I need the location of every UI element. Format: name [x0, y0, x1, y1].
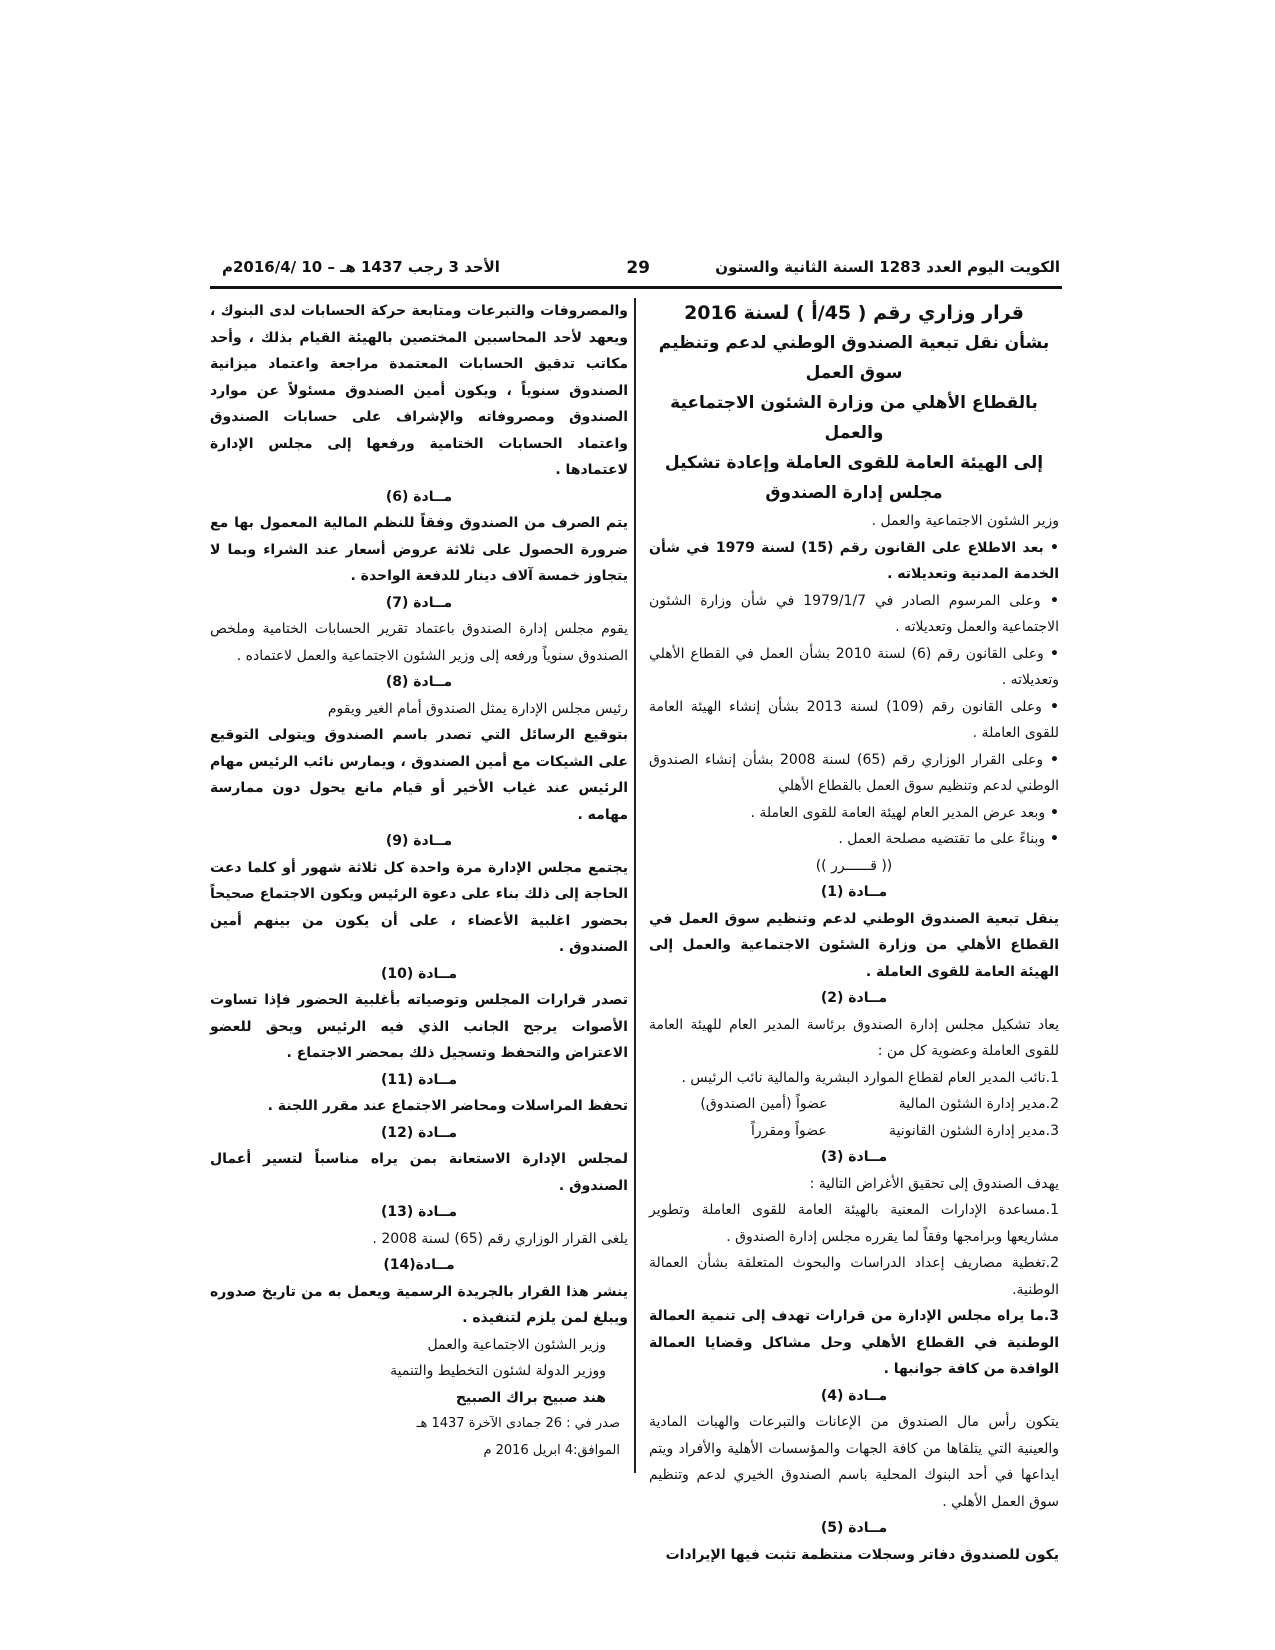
article-heading: مــادة (2) [820, 990, 888, 1006]
article-text: يكون للصندوق دفاتر وسجلات منتظمة تثبت فيها الإيرادات [665, 1546, 1059, 1563]
article-heading: مــادة (5) [820, 1520, 888, 1536]
preamble-item: • بعد الاطلاع على القانون رقم (15) لسنة 1979 في شأن الخدمة المدنية وتعديلاته . [649, 535, 1059, 588]
preamble-item: • وعلى المرسوم الصادر في 1979/1/7 في شأن وزارة الشئون الاجتماعية والعمل وتعديلاته . [649, 588, 1059, 641]
article-heading: مــادة (9) [385, 833, 453, 849]
article-text: ينقل تبعية الصندوق الوطني لدعم وتنظيم سوق العمل في القطاع الأهلي من وزارة الشئون الاجتماعية والعمل إلى الهيئة العامة للقوى العاملة . [649, 910, 1059, 980]
article-text: يقوم مجلس إدارة الصندوق باعتماد تقرير الحسابات الختامية وملخص الصندوق سنوياً ورفعه إلى وزير الشئون الاجتماعية والعمل لاعتماده . [210, 621, 628, 664]
article-text: يتكون رأس مال الصندوق من الإعانات والتبرعات والهبات المادية والعينية التي يتلقاها من كافة الجهات والمؤسسات الأهلية والأفراد ويتم ايداعها في أحد البنوك المحلية باسم الصندوق الخيري لدعم وتنظيم سوق العمل الأهلي . [649, 1414, 1059, 1510]
decree-subtitle-line: إلى الهيئة العامة للقوى العاملة وإعادة تشكيل [664, 453, 1044, 473]
article-continuation: والمصروفات والتبرعات ومتابعة حركة الحسابات لدى البنوك ، ويعهد لأحد المحاسبين المختصين بالهيئة القيام بذلك ، وأحد مكاتب تدقيق الحسابات المعتمدة مراجعة واعتماد ميزانية الصندوق سنوياً ، ويكون أمين الصندوق مسئولاً عن موارد الصندوق ومصروفاته والإشراف على حسابات الصندوق واعتماد الحسابات الختامية ورفعها إلى مجلس الإدارة لاعتمادها . [210, 303, 628, 478]
list-item: 3.مدير إدارة الشئون القانونية عضواً ومقرراً [750, 1122, 1059, 1139]
article-text: يجتمع مجلس الإدارة مرة واحدة كل ثلاثة شهور أو كلما دعت الحاجة إلى ذلك بناء على دعوة الرئيس ويكون الاجتماع صحيحاً بحضور اغلبية الأعضاء ، على أن يكون من بينهم أمين الصندوق . [210, 859, 628, 955]
right-column [649, 298, 1059, 1568]
list-item: 1.نائب المدير العام لقطاع الموارد البشرية والمالية نائب الرئيس . [681, 1069, 1059, 1086]
article-text: تحفظ المراسلات ومحاضر الاجتماع عند مقرر اللجنة . [267, 1098, 628, 1114]
header-date: الأحد 3 رجب 1437 هـ – 10 /2016/4م [222, 258, 500, 276]
signature-title: وزير الشئون الاجتماعية والعمل [427, 1336, 606, 1353]
decree-subtitle-line: بشأن نقل تبعية الصندوق الوطني لدعم وتنظيم سوق العمل [658, 333, 1050, 383]
article-text: رئيس مجلس الإدارة يمثل الصندوق أمام الغير ويقوم [327, 700, 628, 717]
preamble-item: • وعلى القرار الوزاري رقم (65) لسنة 2008 بشأن إنشاء الصندوق الوطني لدعم وتنظيم سوق العمل بالقطاع الأهلي [649, 747, 1059, 800]
article-heading: مــادة (6) [385, 488, 453, 505]
article-text: ينشر هذا القرار بالجريدة الرسمية ويعمل به من تاريخ صدوره ويبلغ لمن يلزم لتنفيذه . [210, 1283, 628, 1326]
list-item: 2.مدير إدارة الشئون المالية عضواً (أمين الصندوق) [700, 1096, 1059, 1112]
article-heading: مــادة (8) [385, 674, 453, 690]
article-heading: مــادة(14) [383, 1257, 455, 1273]
corresponding-date: الموافق:4 ابريل 2016 م [483, 1442, 620, 1458]
article-text: يلغى القرار الوزاري رقم (65) لسنة 2008 . [372, 1230, 628, 1247]
article-heading: مــادة (7) [385, 594, 453, 611]
gazette-issue-info: الكويت اليوم العدد 1283 السنة الثانية والستون [715, 258, 1060, 276]
decree-title: قرار وزاري رقم ( 45/أ ) لسنة 2016 [684, 302, 1024, 324]
article-text: يعاد تشكيل مجلس إدارة الصندوق برئاسة المدير العام للهيئة العامة للقوى العاملة وعضوية كل من : [649, 1016, 1059, 1059]
preamble-item: • وبناءً على ما تقتضيه مصلحة العمل . [649, 826, 1059, 853]
article-heading: مــادة (4) [820, 1387, 888, 1404]
decree-subtitle-line: بالقطاع الأهلي من وزارة الشئون الاجتماعية والعمل [670, 393, 1038, 443]
page-number: 29 [626, 258, 650, 278]
list-item: 2.تغطية مصاريف إعداد الدراسات والبحوث المتعلقة بشأن العمالة الوطنية. [649, 1255, 1059, 1298]
article-heading: مــادة (12) [380, 1124, 458, 1141]
article-text: تصدر قرارات المجلس وتوصياته بأغلبية الحضور فإذا تساوت الأصوات يرجح الجانب الذي فيه الرئيس ويحق للعضو الاعتراض والتحفظ وتسجيل ذلك بمحضر الاجتماع . [210, 992, 628, 1061]
preamble-item: • وعلى القانون رقم (6) لسنة 2010 بشأن العمل في القطاع الأهلي وتعديلاته . [649, 641, 1059, 694]
decree-subtitle-line: مجلس إدارة الصندوق [765, 483, 943, 503]
preamble-item: • وبعد عرض المدير العام لهيئة العامة للقوى العاملة . [649, 800, 1059, 827]
article-text: بتوقيع الرسائل التي تصدر باسم الصندوق ويتولى التوقيع على الشيكات مع أمين الصندوق ، ويمارس نائب الرئيس مهام الرئيس عند غياب الأخير أو قيام مانع يحول دون ممارسة مهامه . [210, 727, 628, 823]
list-item: 3.ما يراه مجلس الإدارة من قرارات تهدف إلى تنمية العمالة الوطنية في القطاع الأهلي وحل مشاكل وقضايا العمالة الوافدة من كافة جوانبها . [649, 1308, 1059, 1377]
minister-line: وزير الشئون الاجتماعية والعمل . [871, 513, 1059, 529]
list-item: 1.مساعدة الإدارات المعنية بالهيئة العامة للقوى العاملة وتطوير مشاريعها وبرامجها وفقاً لما يقرره مجلس إدارة الصندوق . [649, 1202, 1059, 1245]
decree-heading: (( قــــــرر )) [815, 857, 893, 874]
article-heading: مــادة (3) [820, 1149, 888, 1165]
article-heading: مــادة (10) [380, 965, 458, 982]
page-header [212, 258, 1060, 282]
article-text: يهدف الصندوق إلى تحقيق الأغراض التالية : [809, 1175, 1059, 1192]
article-text: لمجلس الإدارة الاستعانة بمن يراه مناسباً لتسير أعمال الصندوق . [210, 1151, 628, 1194]
article-heading: مــادة (13) [380, 1204, 458, 1220]
preamble-item: • وعلى القانون رقم (109) لسنة 2013 بشأن إنشاء الهيئة العامة للقوى العاملة . [649, 694, 1059, 747]
signature-name: هند صبيح براك الصبيح [455, 1389, 606, 1406]
left-column [210, 298, 628, 1464]
header-rule [210, 286, 1062, 289]
column-divider [634, 298, 636, 1473]
article-text: يتم الصرف من الصندوق وفقاً للنظم المالية المعمول بها مع ضرورة الحصول على ثلاثة عروض أسعار عند الشراء وبما لا يتجاوز خمسة آلاف دينار للدفعة الواحدة . [210, 515, 628, 584]
issue-date: صدر في : 26 جمادى الآخرة 1437 هـ [416, 1416, 620, 1431]
article-heading: مــادة (1) [820, 884, 888, 900]
article-heading: مــادة (11) [380, 1071, 458, 1088]
signature-title: ووزير الدولة لشئون التخطيط والتنمية [390, 1363, 606, 1379]
